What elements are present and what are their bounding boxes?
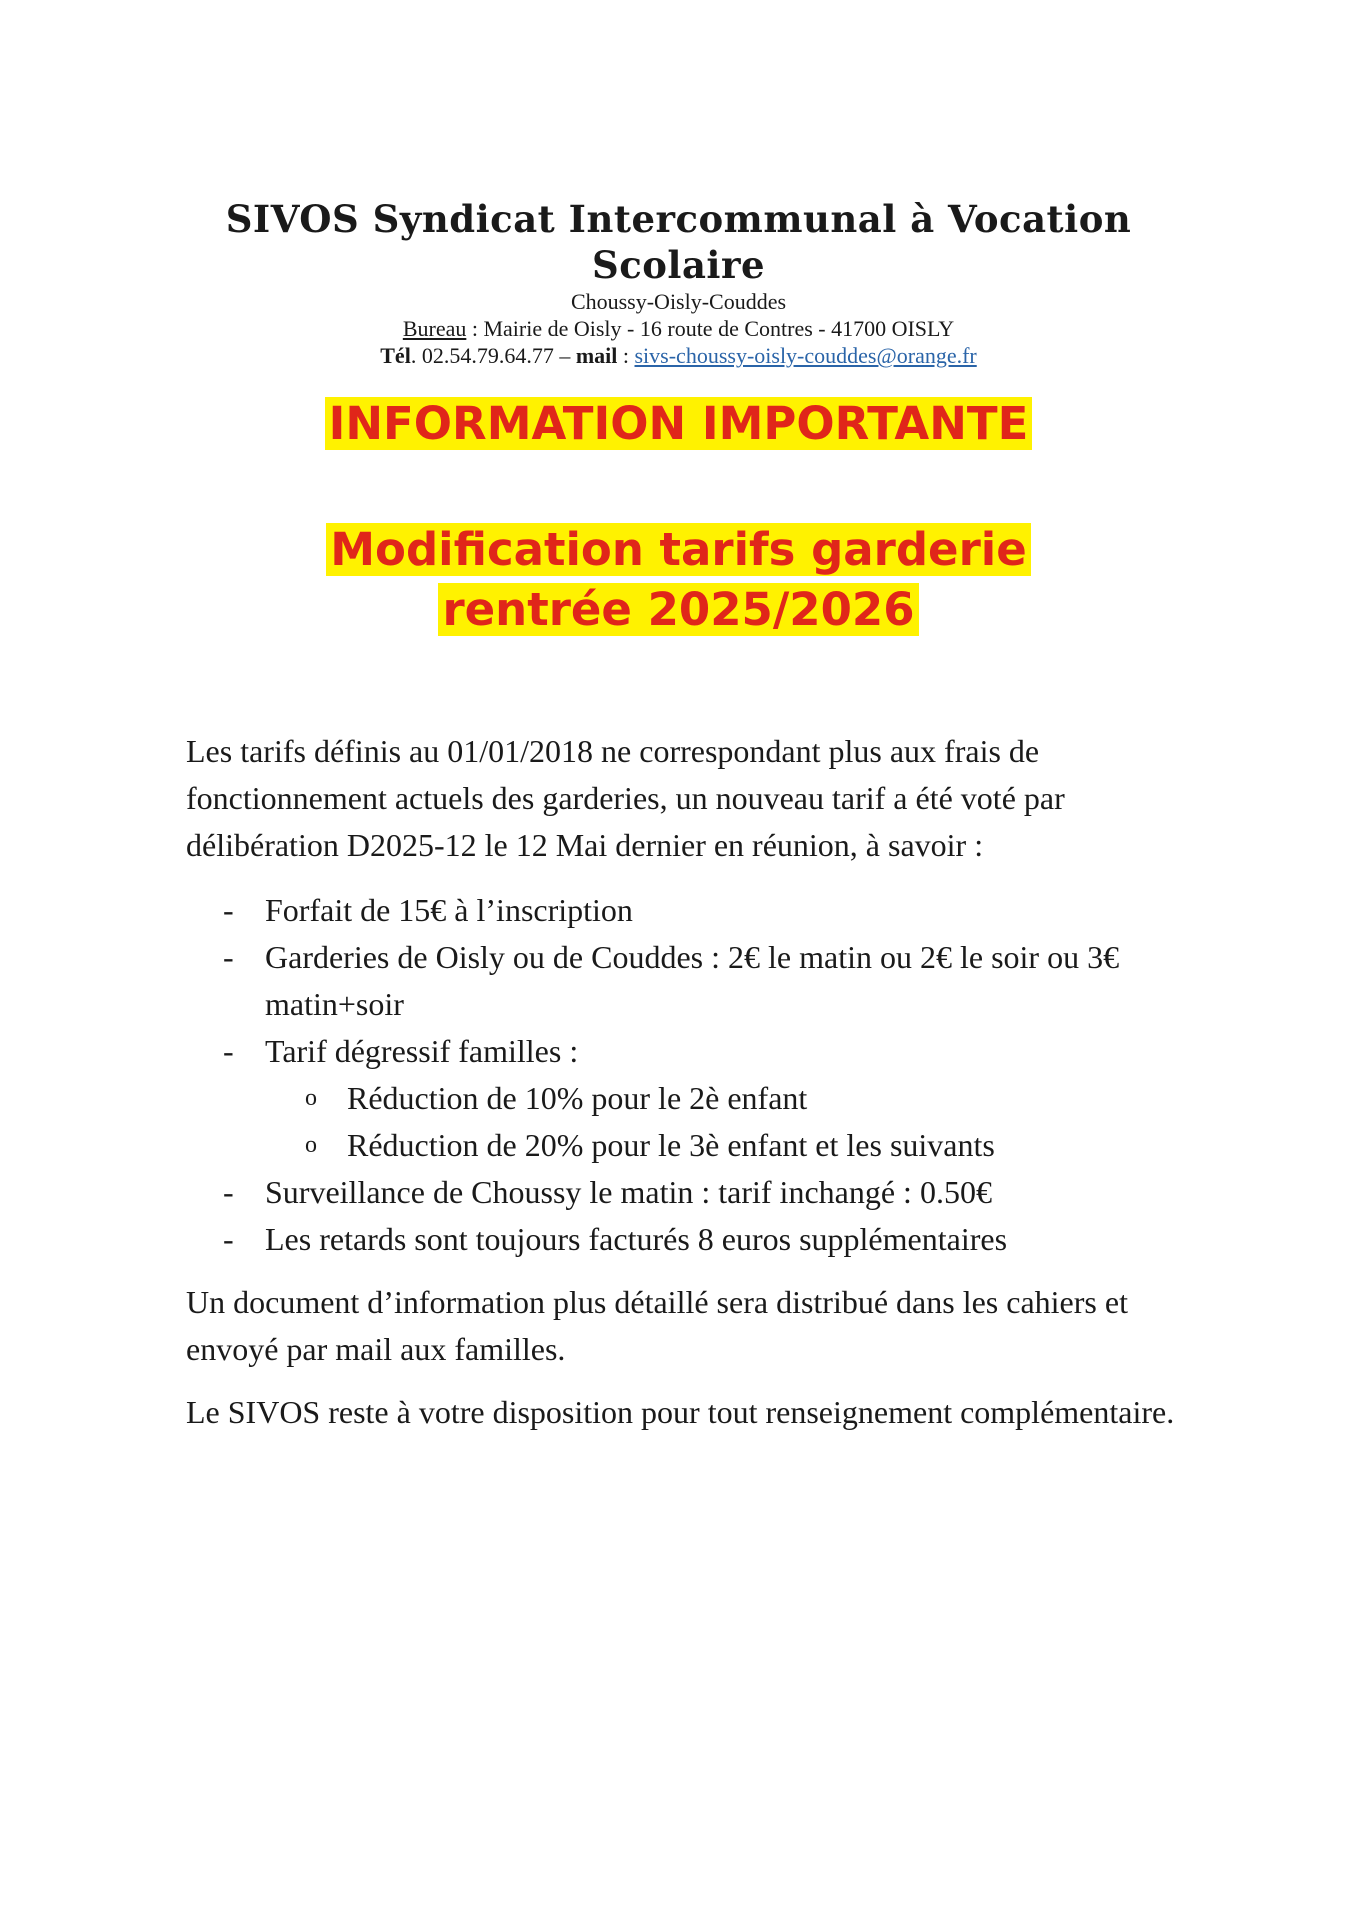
email-link[interactable]: sivs-choussy-oisly-couddes@orange.fr bbox=[634, 343, 977, 368]
list-item bbox=[186, 887, 1186, 934]
subject-heading bbox=[0, 520, 1357, 640]
organization-title bbox=[0, 196, 1357, 288]
organization-title-line2: Scolaire bbox=[591, 243, 766, 287]
list-item bbox=[186, 1028, 1186, 1169]
dash-marker: - bbox=[223, 1174, 234, 1210]
list-item-text: Surveillance de Choussy le matin : tarif inchangé : 0.50€ bbox=[265, 1174, 992, 1210]
subject-line2: rentrée 2025/2026 bbox=[438, 583, 918, 636]
letterhead bbox=[0, 196, 1357, 369]
dash-marker: - bbox=[223, 1033, 234, 1069]
closing-paragraph-2: Le SIVOS reste à votre disposition pour tout renseignement complémentaire. bbox=[186, 1394, 1175, 1430]
list-item-text: Garderies de Oisly ou de Couddes : 2€ le matin ou 2€ le soir ou 3€ matin+soir bbox=[265, 939, 1120, 1022]
letter-body bbox=[186, 728, 1186, 1436]
intro-paragraph: Les tarifs définis au 01/01/2018 ne correspondant plus aux frais de fonctionnement actuels des garderies, un nouveau tarif a été voté par délibération D2025-12 le 12 Mai dernier en réunion, à savoir : bbox=[186, 733, 1065, 863]
bureau-address: : Mairie de Oisly - 16 route de Contres - 41700 OISLY bbox=[466, 316, 955, 341]
mail-separator: : bbox=[617, 343, 635, 368]
dash-marker: - bbox=[223, 1221, 234, 1257]
subject-line1: Modification tarifs garderie bbox=[326, 523, 1030, 576]
tel-label: Tél bbox=[380, 343, 411, 368]
tel-number: . 02.54.79.64.77 – bbox=[410, 343, 576, 368]
sublist-item bbox=[265, 1122, 1186, 1169]
list-item bbox=[186, 934, 1186, 1028]
circle-marker: o bbox=[305, 1132, 317, 1158]
closing-paragraph-1: Un document d’information plus détaillé sera distribué dans les cahiers et envoyé par mail aux familles. bbox=[186, 1284, 1128, 1367]
important-banner bbox=[0, 394, 1357, 454]
bureau-address-line bbox=[0, 315, 1357, 342]
discount-sublist bbox=[265, 1075, 1186, 1169]
list-item bbox=[186, 1216, 1186, 1263]
list-item-text: Forfait de 15€ à l’inscription bbox=[265, 892, 633, 928]
dash-marker: - bbox=[223, 892, 234, 928]
list-item-text: Les retards sont toujours facturés 8 euros supplémentaires bbox=[265, 1221, 1008, 1257]
list-item-text: Tarif dégressif familles : bbox=[265, 1033, 579, 1069]
organization-title-line1: SIVOS Syndicat Intercommunal à Vocation bbox=[225, 197, 1132, 241]
communes-line: Choussy-Oisly-Couddes bbox=[570, 289, 787, 314]
mail-label: mail bbox=[575, 343, 618, 368]
tariff-list bbox=[186, 887, 1186, 1263]
sublist-item-text: Réduction de 10% pour le 2è enfant bbox=[347, 1080, 808, 1116]
sublist-item bbox=[265, 1075, 1186, 1122]
important-banner-text: INFORMATION IMPORTANTE bbox=[325, 397, 1033, 450]
list-item bbox=[186, 1169, 1186, 1216]
bureau-label: Bureau bbox=[402, 316, 467, 341]
dash-marker: - bbox=[223, 939, 234, 975]
sublist-item-text: Réduction de 20% pour le 3è enfant et les suivants bbox=[347, 1127, 995, 1163]
contact-line bbox=[0, 342, 1357, 369]
circle-marker: o bbox=[305, 1085, 317, 1111]
